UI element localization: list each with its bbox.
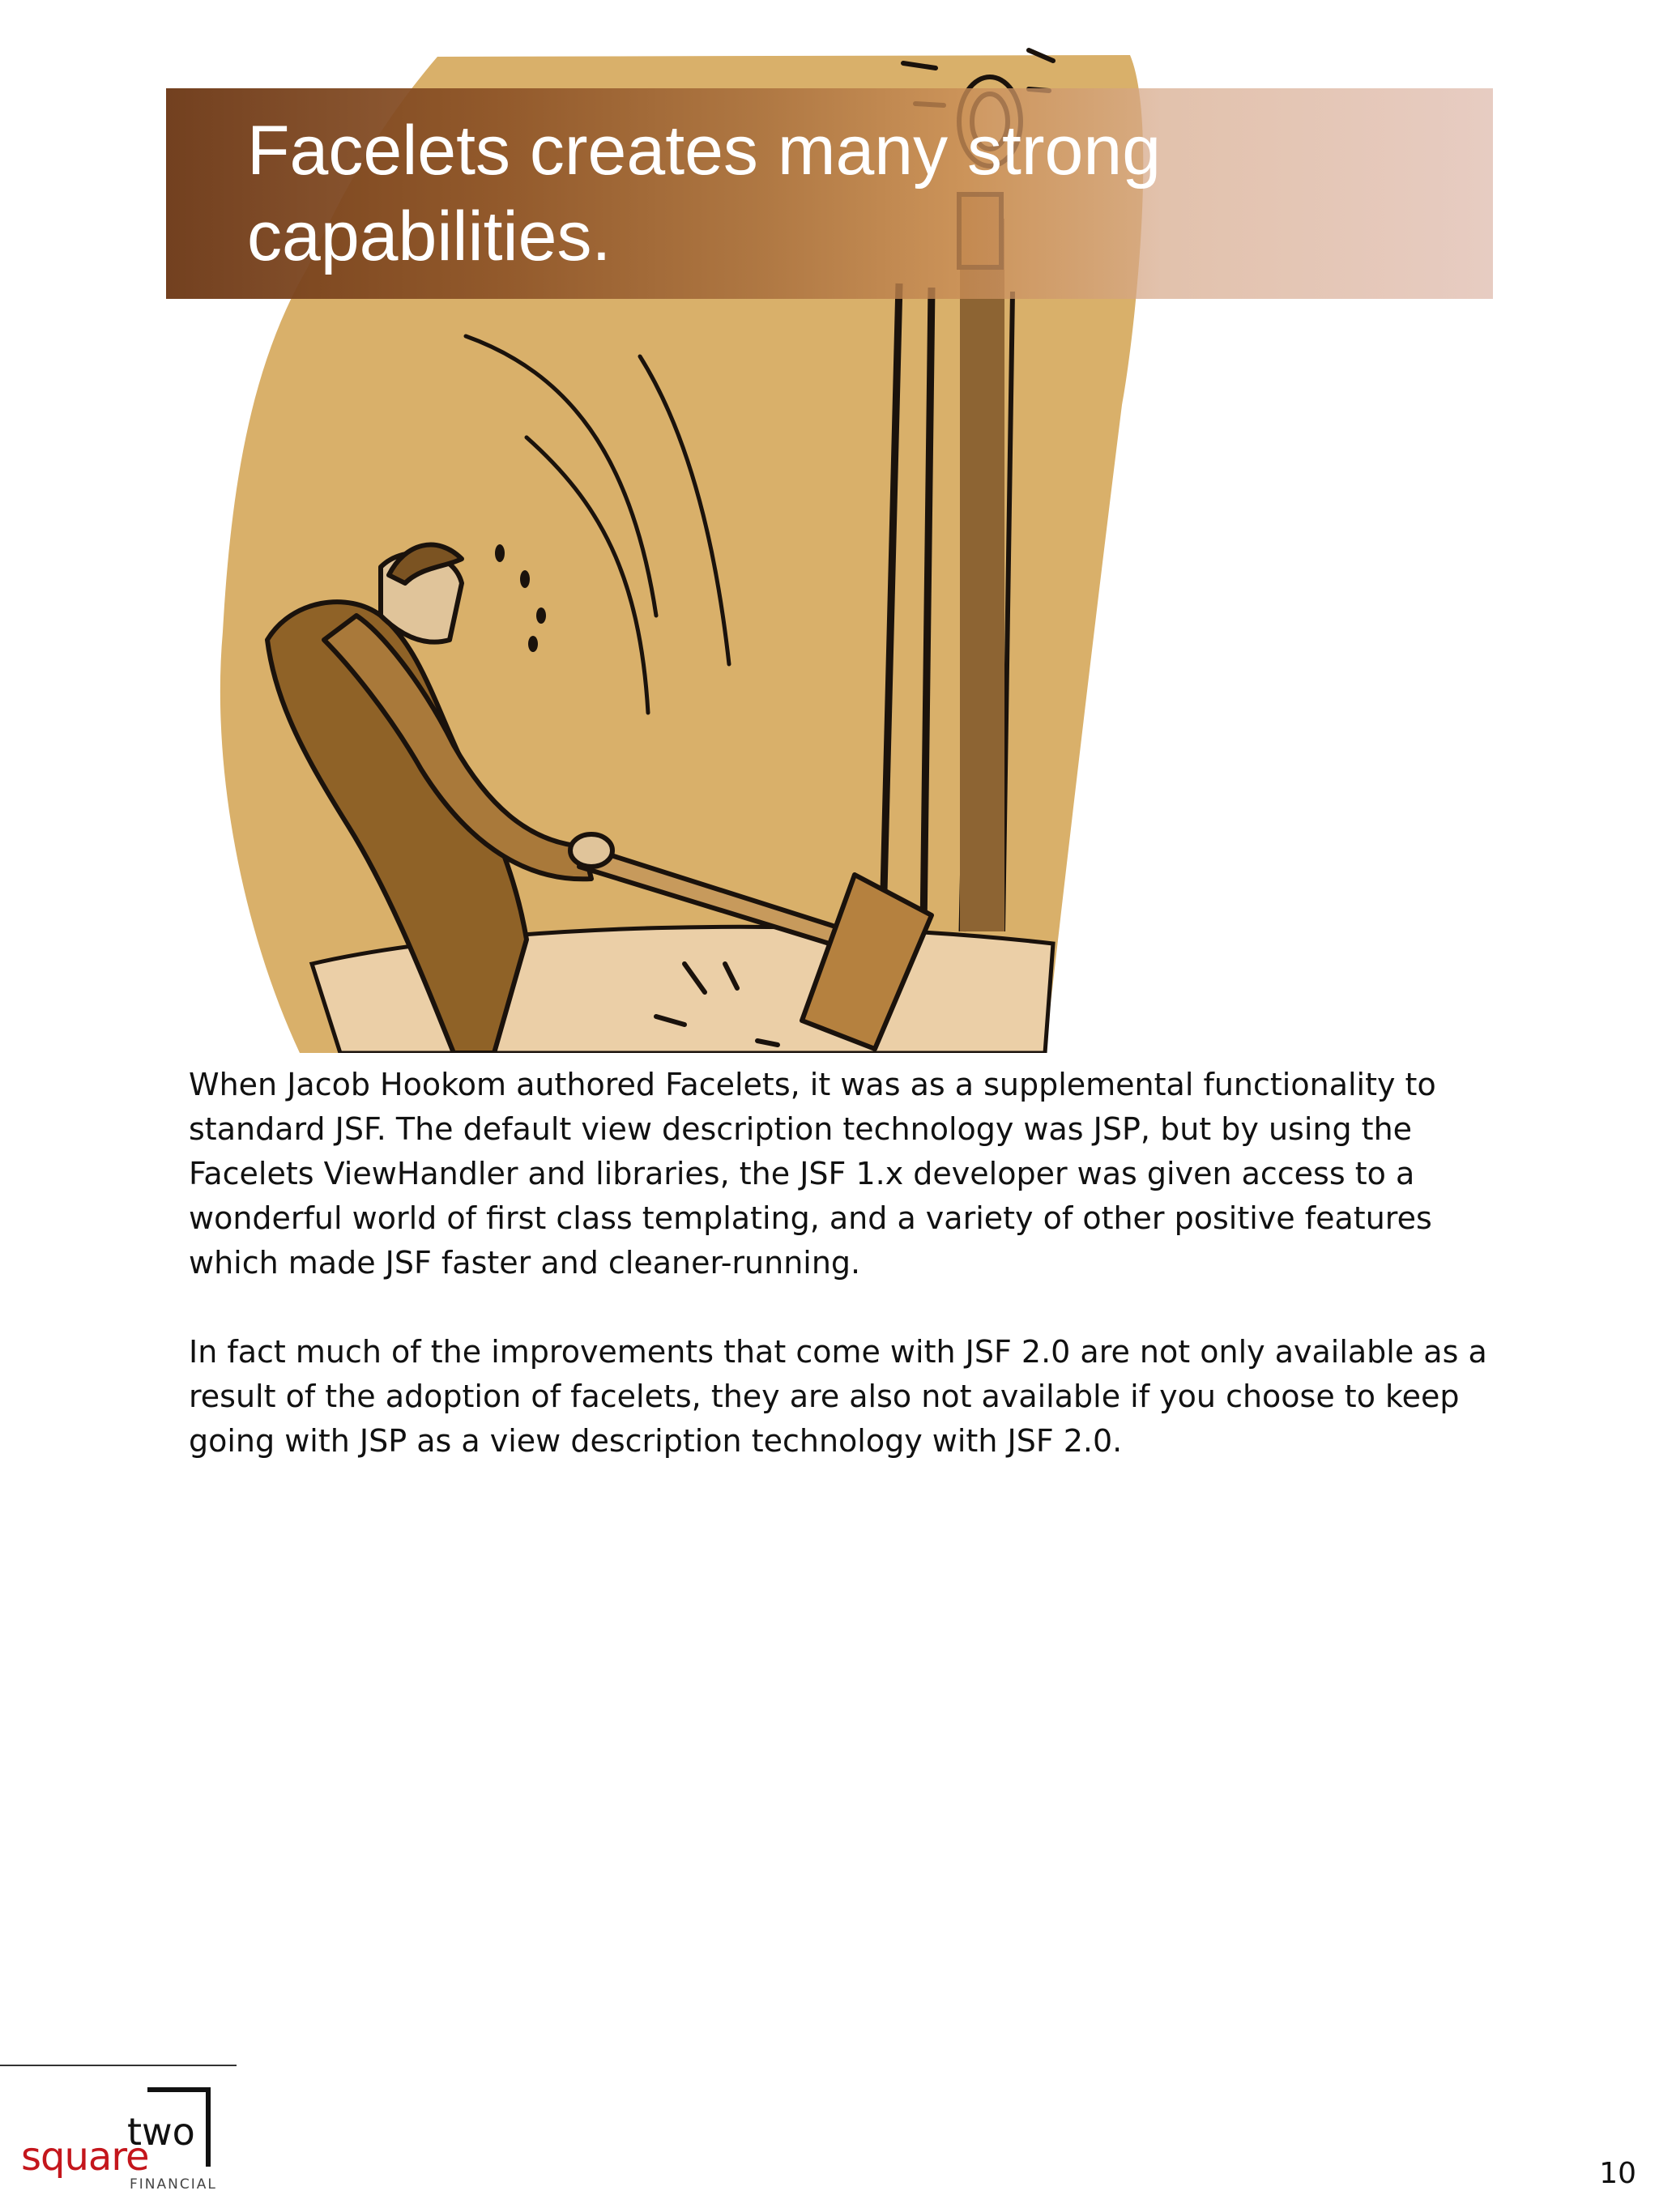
footer-divider xyxy=(0,2065,237,2066)
tower-column xyxy=(960,219,1004,931)
body-paragraph-1: When Jacob Hookom authored Facelets, it was as a supplemental functionality to standard JSF. The default view description technology was JSP, but by using the Facelets ViewHandler and libraries, the JSF 1.x developer was given access to a wonderful world of first class templating, and a variety of other positive features which made JSF faster and cleaner-running. xyxy=(189,1067,1436,1281)
logo-word-two: two xyxy=(127,2110,195,2154)
title-banner xyxy=(166,88,1493,299)
logo-tagline: FINANCIAL xyxy=(130,2176,217,2193)
slide-title: Facelets creates many strong capabilities. xyxy=(247,112,1162,275)
logo-word-square: square xyxy=(21,2134,149,2180)
page-number: 10 xyxy=(1599,2157,1636,2190)
squaretwo-financial-logo xyxy=(18,2087,228,2201)
body-paragraph-2: In fact much of the improvements that come with JSF 2.0 are not only available as a result of the adoption of facelets, they are also not available if you choose to keep going with JSP as a view description technology with JSF 2.0. xyxy=(189,1334,1487,1459)
slide-body xyxy=(189,1063,1517,1508)
